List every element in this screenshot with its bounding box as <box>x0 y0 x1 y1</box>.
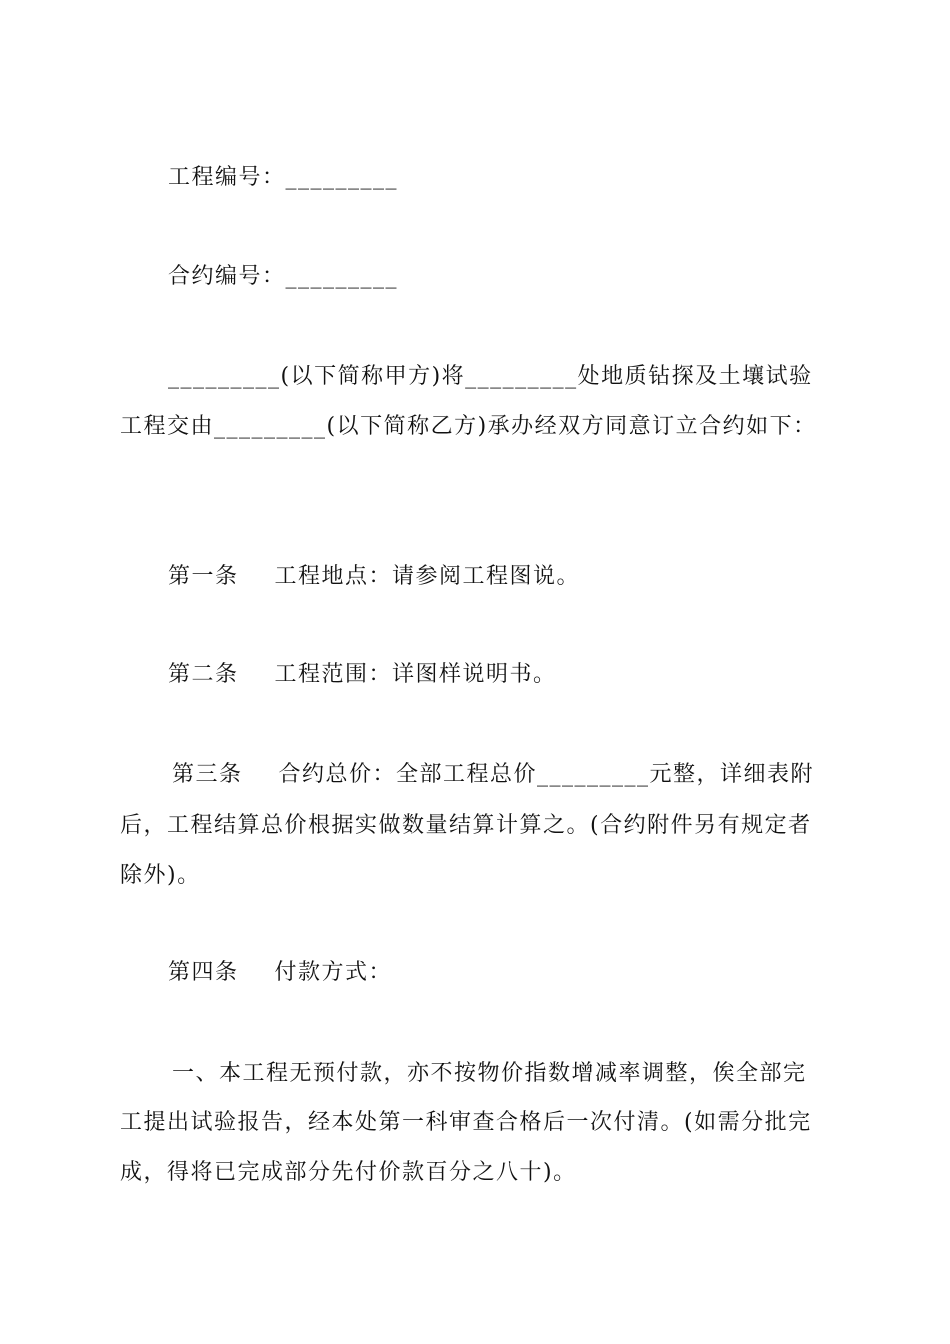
contract-number-line: 合约编号：_________ <box>168 264 399 289</box>
article-2-text: 工程范围：详图样说明书。 <box>274 662 557 687</box>
clause-1-line-3: 成，得将已完成部分先付价款百分之八十)。 <box>120 1160 577 1185</box>
article-4-text: 付款方式： <box>274 960 393 985</box>
intro-line-1: _________(以下简称甲方)将_________处地质钻探及土壤试验 <box>168 364 813 389</box>
intro-line-2: 工程交由_________(以下简称乙方)承办经双方同意订立合约如下： <box>120 414 817 439</box>
project-number-line: 工程编号：_________ <box>168 165 399 190</box>
article-4 <box>168 958 392 988</box>
article-3-line-3: 除外)。 <box>120 863 201 888</box>
article-2-number: 第二条 <box>168 662 239 687</box>
article-2 <box>168 660 557 690</box>
clause-1-line-1: 一、本工程无预付款，亦不按物价指数增减率调整，俟全部完 <box>172 1061 807 1086</box>
article-1 <box>168 562 580 592</box>
article-3-line-1 <box>172 760 814 790</box>
clause-1-line-2: 工提出试验报告，经本处第一科审查合格后一次付清。(如需分批完 <box>120 1110 812 1135</box>
article-1-number: 第一条 <box>168 564 239 589</box>
article-3-text-1: 合约总价：全部工程总价_________元整，详细表附 <box>278 762 815 787</box>
article-3-line-2: 后，工程结算总价根据实做数量结算计算之。(合约附件另有规定者 <box>120 813 812 838</box>
article-3-number: 第三条 <box>172 762 243 787</box>
article-1-text: 工程地点：请参阅工程图说。 <box>274 564 581 589</box>
article-4-number: 第四条 <box>168 960 239 985</box>
